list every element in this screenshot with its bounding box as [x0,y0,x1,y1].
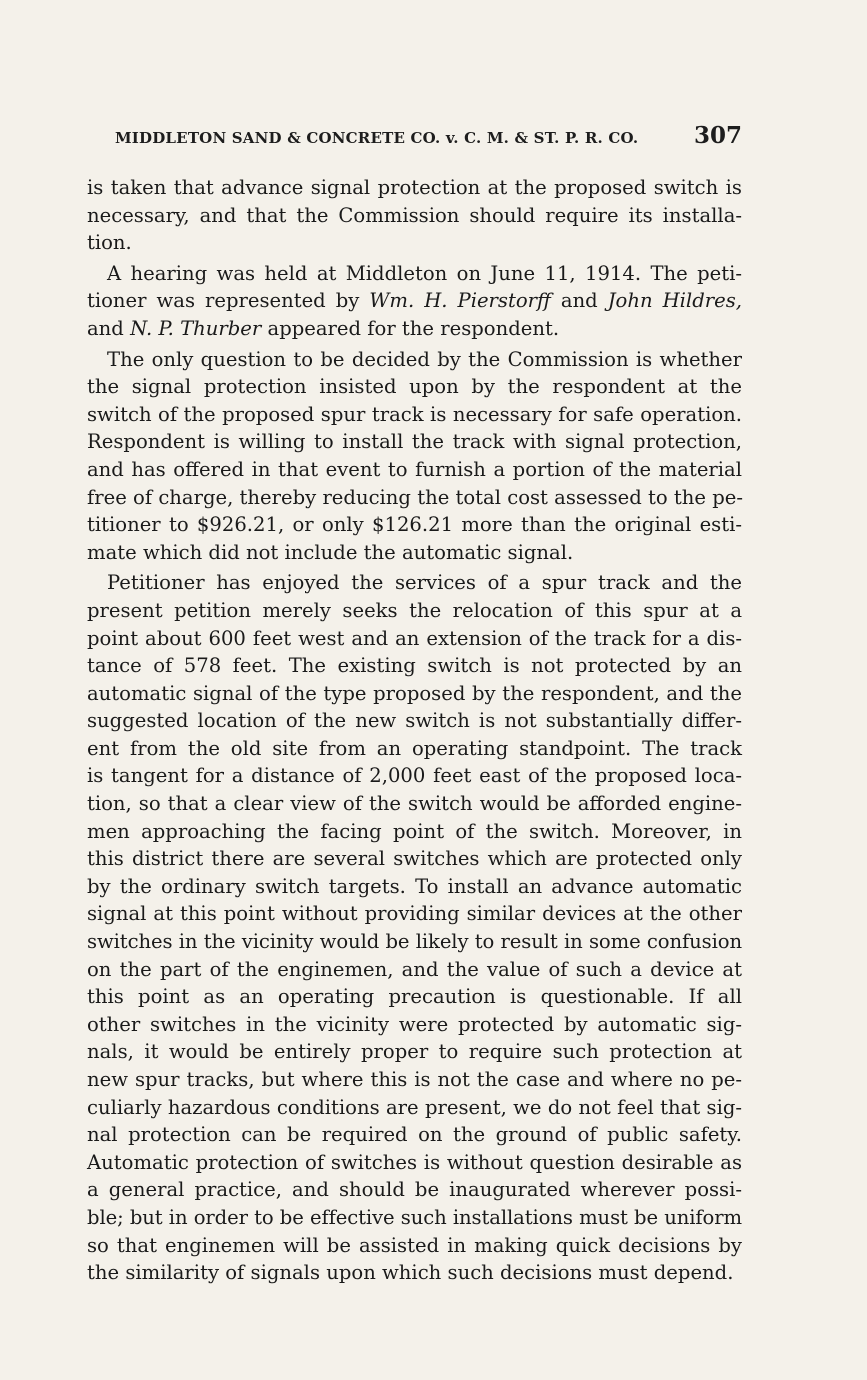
text-line: point about 600 feet west and an extension of the track for a dis- [87,626,742,650]
text-line: ent from the old site from an operating standpoint. The track [87,736,742,760]
text-line: culiarly hazardous conditions are present, we do not feel that sig- [87,1095,742,1119]
text-line: Petitioner has enjoyed the services of a spur track and the [107,571,742,595]
text-line: is tangent for a distance of 2,000 feet east of the proposed loca- [87,764,742,788]
text-line: so that enginemen will be assisted in making quick decisions by [87,1233,742,1257]
text-line: this district there are several switches which are protected only [87,847,742,871]
paragraph-4 [87,569,742,1286]
text-line: men approaching the facing point of the switch. Moreover, in [87,819,742,843]
text-line: The only question to be decided by the Commission is whether [107,347,742,371]
text-line: new spur tracks, but where this is not the case and where no pe- [87,1068,742,1091]
text-line: and has offered in that event to furnish a portion of the material [87,457,742,481]
text-line: tance of 578 feet. The existing switch is not protected by an [87,654,742,678]
text-line: switch of the proposed spur track is necessary for safe operation. [87,402,742,426]
running-head [87,122,742,152]
text-line: titioner to $926.21, or only $126.21 more than the original esti- [87,513,742,537]
text-line: tion. [87,231,132,255]
text-line: Respondent is willing to install the track with signal protection, [87,430,742,454]
text-line: necessary, and that the Commission should require its installa- [87,203,742,227]
body-text [87,174,742,1290]
text-line: this point as an operating precaution is questionable. If all [87,985,742,1009]
paragraph-2 [87,260,742,343]
text-line: suggested location of the new switch is not substantially differ- [87,709,742,733]
running-head-title: MIDDLETON SAND & CONCRETE CO. v. C. M. & ST. P. R. CO. [115,129,639,147]
text-line: the similarity of signals upon which such decisions must depend. [87,1261,734,1285]
text-line: is taken that advance signal protection at the proposed switch is [87,176,742,199]
paragraph-1 [87,174,742,257]
text-run: and [87,316,131,340]
text-line: automatic signal of the type proposed by the respondent, and the [87,681,742,705]
text-run: appeared for the respondent. [261,316,560,340]
text-line: by the ordinary switch targets. To install an advance automatic [87,874,742,898]
text-line: free of charge, thereby reducing the total cost assessed to the pe- [87,485,743,509]
text-line: Automatic protection of switches is without question desirable as [87,1150,742,1174]
text-line: ble; but in order to be effective such installations must be uniform [87,1205,742,1229]
text-line: switches in the vicinity would be likely to result in some confusion [87,930,742,954]
counsel-name-petitioner-2: John Hildres, [607,289,742,313]
text-line: mate which did not include the automatic signal. [87,540,574,564]
paragraph-3 [87,346,742,567]
text-line: A hearing was held at Middleton on June 11, 1914. The peti- [107,261,742,285]
text-line: signal at this point without providing similar devices at the other [87,902,742,926]
text-line: nals, it would be entirely proper to require such protection at [87,1040,742,1064]
page-number: 307 [693,122,742,149]
counsel-name-petitioner-1: Wm. H. Pierstorff [369,289,551,313]
text-line: tion, so that a clear view of the switch would be afforded engine- [87,792,742,816]
text-run: and [550,289,608,313]
text-line: the signal protection insisted upon by the respondent at the [87,375,742,399]
text-line-mixed [87,287,742,315]
text-line: other switches in the vicinity were protected by automatic sig- [87,1012,742,1036]
text-line: present petition merely seeks the relocation of this spur at a [87,598,742,622]
text-line: on the part of the enginemen, and the value of such a device at [87,957,742,981]
text-line-mixed [87,315,742,343]
text-line: nal protection can be required on the ground of public safety. [87,1123,742,1147]
counsel-name-respondent: N. P. Thurber [130,316,262,340]
text-run: tioner was represented by [87,289,370,313]
text-line: a general practice, and should be inaugurated wherever possi- [87,1178,742,1202]
